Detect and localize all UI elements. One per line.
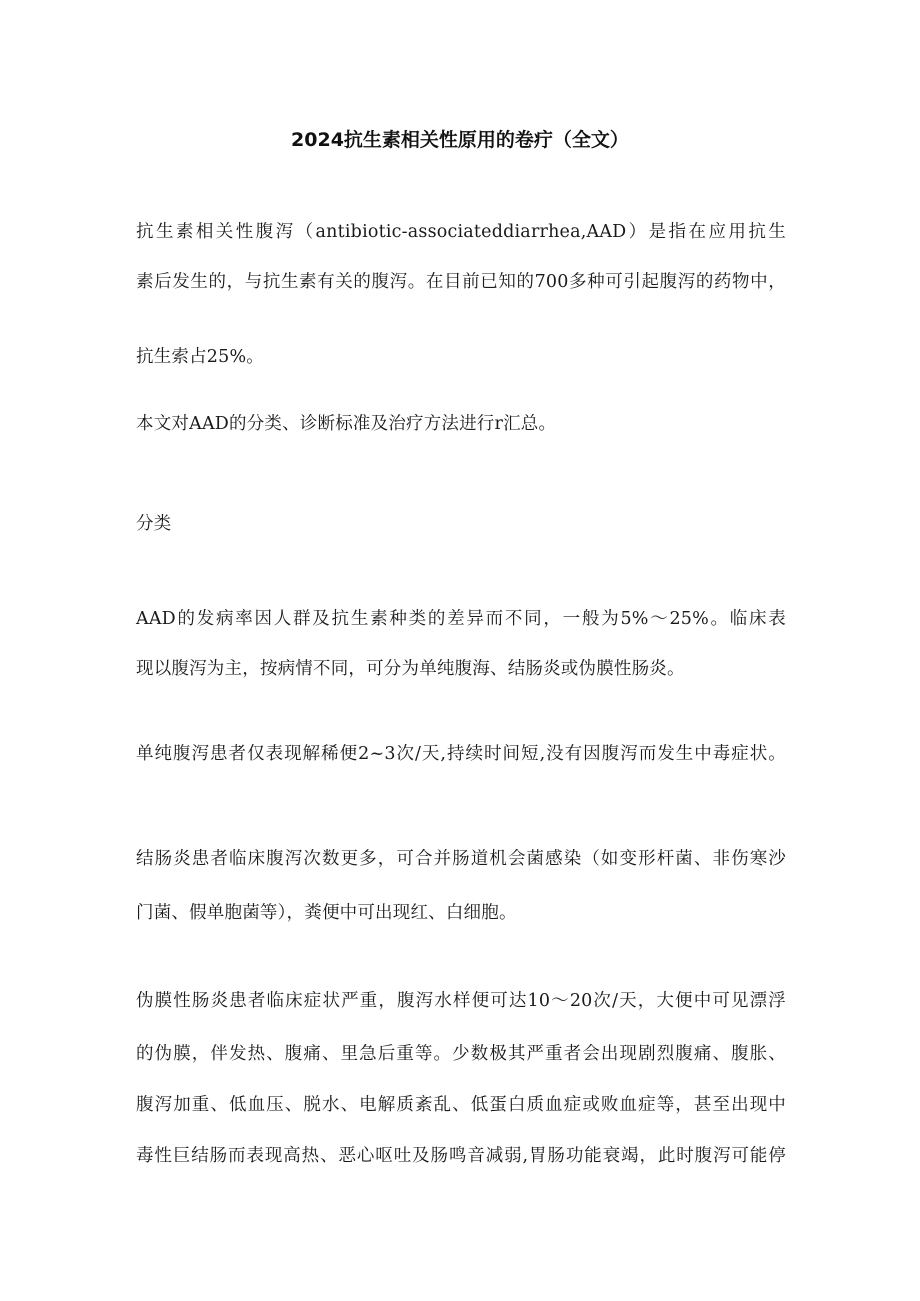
text-line: 的伪膜，伴发热、腹痛、里急后重等。少数极其严重者会出现剧烈腹痛、腹胀、 bbox=[136, 1044, 786, 1064]
text-line: 抗生索占25%。 bbox=[136, 347, 264, 367]
document-title: 2024抗生素相关性原用的卷疔（全文） bbox=[291, 129, 629, 151]
text-line: 结肠炎患者临床腹泻次数更多，可合并肠道机会菌感染（如变形杆菌、非伤寒沙 bbox=[136, 849, 786, 869]
text-line: 抗生素相关性腹泻（antibiotic-associateddiarrhea,AAD）是指在应用抗生 bbox=[136, 222, 786, 242]
text-line: 腹泻加重、低血压、脱水、电解质紊乱、低蛋白质血症或败血症等，甚至出现中 bbox=[136, 1095, 786, 1115]
text-line: 毒性巨结肠而表现高热、恶心呕吐及肠鸣音减弱,胃肠功能衰竭，此时腹泻可能停 bbox=[136, 1146, 786, 1166]
text-line: 现以腹泻为主，按病情不同，可分为单纯腹海、结肠炎或伪膜性肠炎。 bbox=[136, 659, 685, 679]
section-heading: 分类 bbox=[136, 514, 172, 534]
text-line: 单纯腹泻患者仅表现解稀便2~3次/天,持续时间短,没有因腹泻而发生中毒症状。 bbox=[136, 744, 786, 764]
text-line: 素后发生的，与抗生素有关的腹泻。在目前已知的700多种可引起腹泻的药物中， bbox=[136, 272, 786, 292]
text-line: 本文对AAD的分类、诊断标准及治疗方法进行r汇总。 bbox=[136, 414, 557, 434]
text-line: 门菌、假单胞菌等），粪便中可出现红、白细胞。 bbox=[136, 903, 517, 923]
text-line: 伪膜性肠炎患者临床症状严重，腹泻水样便可达10～20次/天，大便中可见漂浮 bbox=[136, 991, 786, 1011]
text-line: AAD的发病率因人群及抗生素种类的差异而不同，一般为5%～25%。临床表 bbox=[136, 609, 786, 629]
